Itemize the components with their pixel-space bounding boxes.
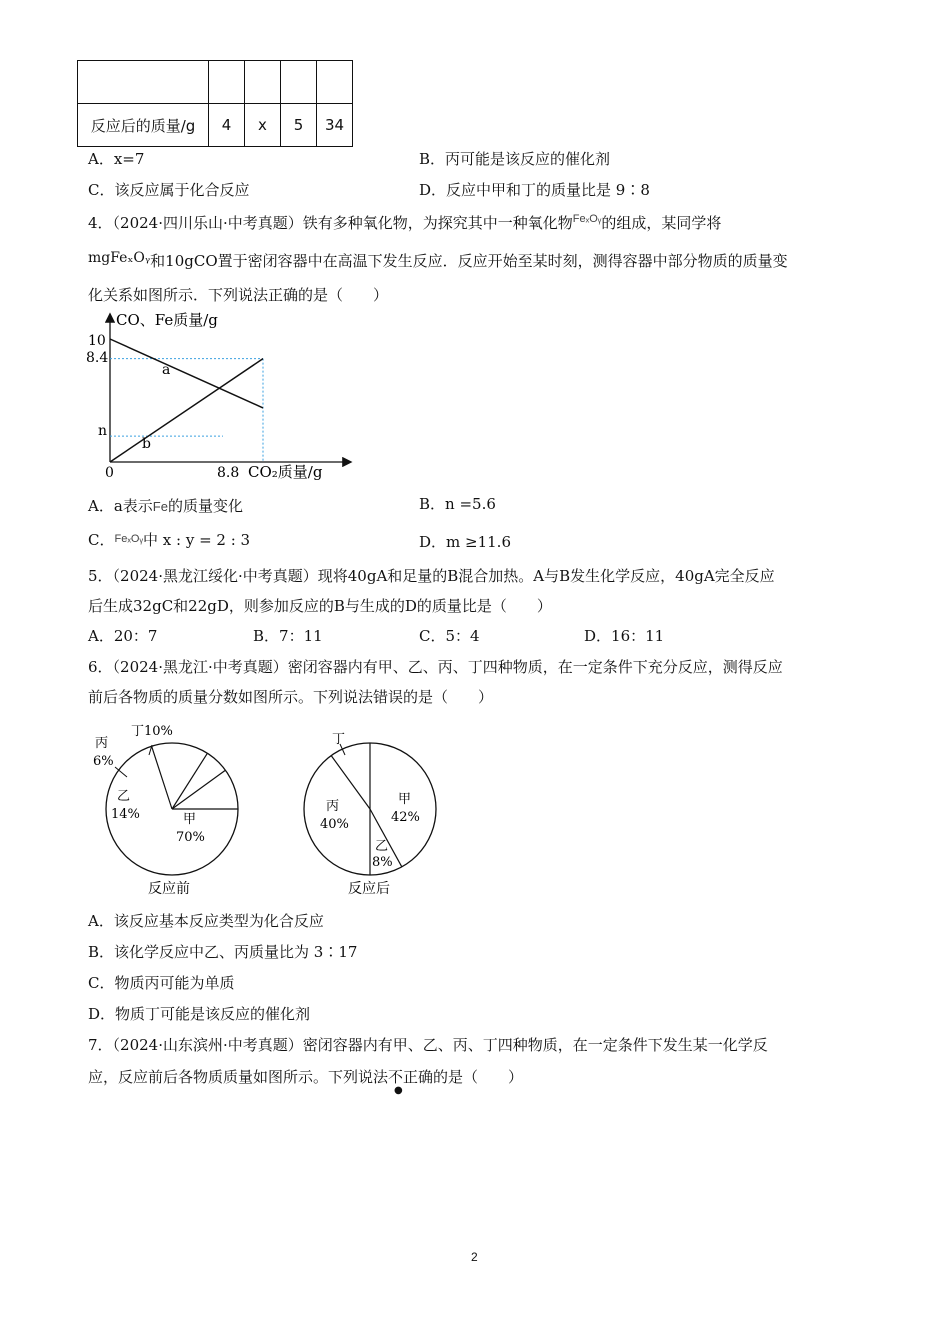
q5-stem-line2: 后生成32gC和22gD，则参加反应的B与生成的D的质量比是（ ） [88,597,552,615]
pie-label-bing-pct: 40% [320,817,349,832]
q4-formula: FeₓOᵧ [572,213,602,225]
table-cell: 4 [209,104,245,147]
q5-option-b: B．7：11 [253,627,323,645]
q4-option-a-fe: Fe [152,499,168,514]
x-tick-label: 8.8 [217,465,240,481]
q4-option-c [88,529,250,550]
q4-stem-line1 [88,212,721,233]
q7-stem-text: 应，反应前后各物质质量如图所示。下列说法 [88,1068,389,1086]
x-axis-label: CO₂质量/g [248,463,323,481]
pie-label-yi-pct: 14% [111,807,140,822]
pie-label-jia: 甲 [398,792,412,807]
q4-stem-line3: 化关系如图所示．下列说法正确的是（ ） [88,286,389,304]
table-cell [209,61,245,104]
q4-option-c-text: 中 x : y = 2 : 3 [143,531,251,549]
q6-option-c: C．物质丙可能为单质 [88,974,235,992]
q7-stem-line2 [88,1066,524,1096]
pie-label-jia: 甲 [183,812,197,827]
q5-option-d: D．16：11 [584,627,665,645]
q3-option-a: A．x=7 [88,150,145,168]
q3-option-c: C．该反应属于化合反应 [88,181,250,199]
q6-option-d: D．物质丁可能是该反应的催化剂 [88,1005,311,1023]
table-cell [281,61,317,104]
pie-label-jia-pct: 42% [391,810,420,825]
q4-m-formula: mgFeₓOᵧ [88,250,151,266]
pie-label-bing-pct: 6% [93,754,114,769]
table-row [78,104,353,147]
q4-option-c-text: C． [88,531,115,549]
table-cell: 5 [281,104,317,147]
y-axis-label: CO、Fe质量/g [116,311,218,329]
pie-label-ding: 丁10% [131,724,173,739]
emphasis-dot-icon: ● [394,1085,403,1096]
y-tick-label: 10 [88,333,106,349]
pie-label-yi: 乙 [375,839,389,854]
q4-option-c-formula: FeₓOᵧ [114,533,144,545]
y-tick-label: 8.4 [86,350,109,366]
series-label-a: a [162,362,171,378]
table-row [78,61,353,104]
q7-stem-text: 正确的是（ ） [403,1068,524,1086]
q5-option-c: C．5：4 [419,627,480,645]
table-cell [78,61,209,104]
y-tick-label: n [98,423,108,439]
q4-option-a-text: A．a表示 [88,497,153,515]
q4-option-d: D．m ≥11.6 [419,533,511,551]
data-table [77,60,353,147]
q4-stem-text: 4．（2024·四川乐山·中考真题）铁有多种氧化物，为探究其中一种氧化物 [88,214,573,232]
q4-option-b: B．n =5.6 [419,495,496,513]
pie-label-bing: 丙 [326,799,340,814]
table-cell: 34 [317,104,353,147]
table-row-label: 反应后的质量/g [78,104,209,147]
pie-divider [172,770,225,809]
page-number: 2 [471,1250,478,1264]
pie-divider [152,746,172,809]
pie-chart-before [85,715,250,900]
table-cell [245,61,281,104]
pie-divider [172,753,207,809]
q3-option-b: B．丙可能是该反应的催化剂 [419,150,611,168]
q3-option-d: D．反应中甲和丁的质量比是 9∶8 [419,181,650,199]
table-cell [317,61,353,104]
q4-stem-text: 的组成，某同学将 [601,214,722,232]
pie-chart-after [300,715,450,900]
q6-stem-line1: 6．（2024·黑龙江·中考真题）密闭容器内有甲、乙、丙、丁四种物质，在一定条件下充分反应，测得反应 [88,658,783,676]
q6-stem-line2: 前后各物质的质量分数如图所示。下列说法错误的是（ ） [88,688,494,706]
pie-caption: 反应后 [348,881,390,897]
q7-emphasis-text: 不 [388,1068,404,1086]
pie-label-yi-pct: 8% [372,855,393,870]
q7-emphasis [388,1068,404,1096]
series-label-b: b [142,436,151,452]
q4-option-a [88,495,243,516]
q5-stem-line1: 5．（2024·黑龙江绥化·中考真题）现将40gA和足量的B混合加热。A与B发生化学反应，40gA完全反应 [88,567,775,585]
pie-caption: 反应前 [148,881,190,897]
pie-label-bing: 丙 [95,736,109,751]
q4-stem-line2 [88,250,788,271]
q4-option-a-text: 的质量变化 [167,497,243,515]
q6-option-b: B．该化学反应中乙、丙质量比为 3∶17 [88,943,358,961]
q7-stem-line1: 7．（2024·山东滨州·中考真题）密闭容器内有甲、乙、丙、丁四种物质，在一定条件下发生某一化学反 [88,1036,768,1054]
pie-label-jia-pct: 70% [176,830,205,845]
pie-label-yi: 乙 [117,789,131,804]
q5-option-a: A．20：7 [88,627,158,645]
pie-label-ding: 丁 [332,732,346,747]
table-cell: x [245,104,281,147]
x-tick-label: 0 [105,465,114,481]
q4-line-chart [80,305,360,485]
q4-stem-text: 和10gCO置于密闭容器中在高温下发生反应．反应开始至某时刻，测得容器中部分物质的质量变 [150,252,788,270]
q6-option-a: A．该反应基本反应类型为化合反应 [88,912,324,930]
